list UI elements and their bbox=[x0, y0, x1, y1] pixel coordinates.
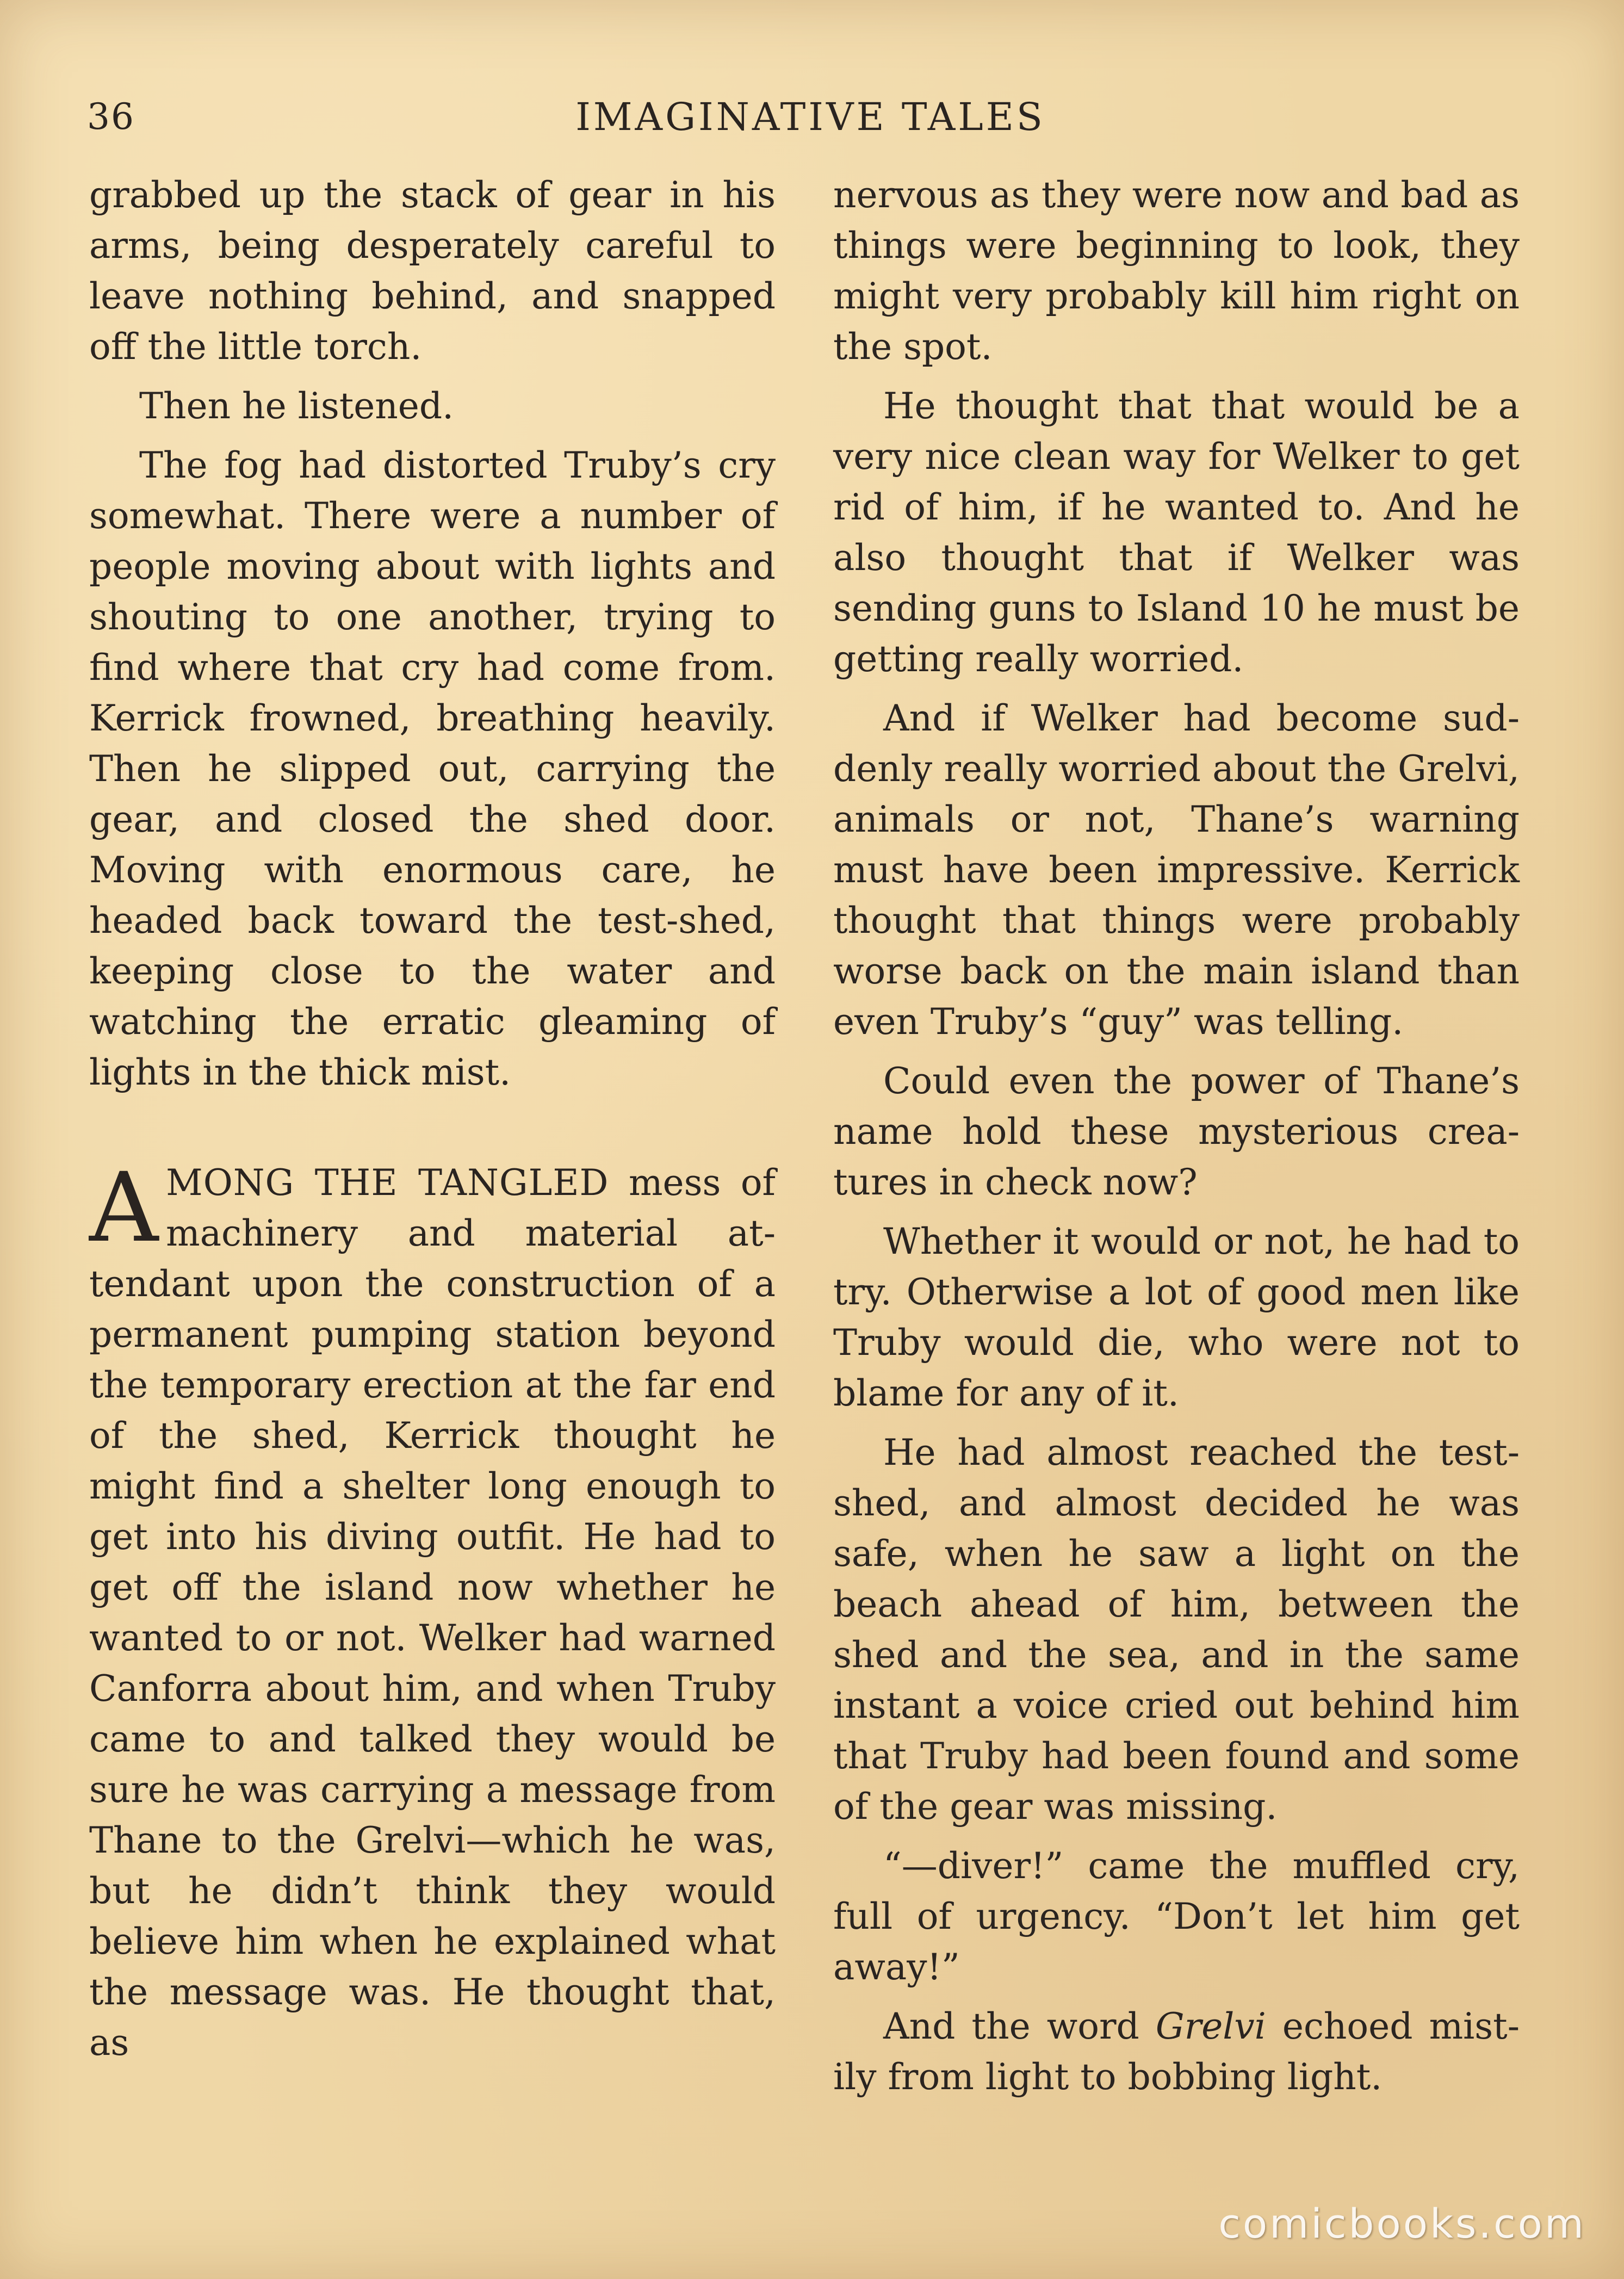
running-title: IMAGINATIVE TALES bbox=[575, 95, 1045, 139]
left-column bbox=[89, 170, 776, 2077]
paragraph: nervous as they were now and bad as things were beginning to look, they might very probably kill him right on the spot. bbox=[833, 174, 1520, 368]
italic-word: Grelvi bbox=[1155, 2005, 1266, 2047]
paragraph-text: echoed mistily from light to bobbing light. bbox=[833, 2005, 1520, 2098]
site-watermark: comicbooks.com bbox=[1218, 2201, 1586, 2247]
paragraph: grabbed up the stack of gear in his arms, being desperately careful to leave nothing behind, and snapped off the little torch. bbox=[89, 174, 776, 368]
paragraph: And if Welker had become suddenly really worried about the Grelvi, animals or not, Thane’s warning must have been impressive. Kerrick thought that things were probably worse back on the main island than even Truby’s “guy” was telling. bbox=[833, 697, 1520, 1043]
paragraph: He thought that that would be a very nice clean way for Welker to get rid of him, if he wanted to. And he also thought that if Welker was sending guns to Island 10 he must be getting really worried. bbox=[833, 385, 1520, 680]
drop-cap: A bbox=[89, 1152, 159, 1264]
paragraph-text: mess of machinery and material attendant upon the construction of a permanent pumping station beyond the temporary erection at the far end of the shed, Kerrick thought he might find a shelter long enough to get into his diving outfit. He had to get off the island now whether he wanted to or not. Welker had warned Canforra about him, and when Truby came to and talked they would be sure he was carrying a message from Thane to the Grelvi—which he was, but he didn’t think they would believe him when he explained what the message was. He thought that, as bbox=[89, 1162, 776, 2064]
right-column bbox=[833, 170, 1520, 2111]
paragraph: “—diver!” came the muffled cry, full of urgency. “Don’t let him get away!” bbox=[833, 1845, 1520, 1988]
paragraph bbox=[833, 2001, 1520, 2102]
paragraph: Then he listened. bbox=[139, 385, 454, 427]
paragraph: Whether it would or not, he had to try. Otherwise a lot of good men like Truby would die, who were not to blame for any of it. bbox=[833, 1221, 1520, 1414]
section-opening-paragraph bbox=[89, 1152, 776, 2068]
paragraph: The fog had distorted Truby’s cry somewhat. There were a number of people moving about with lights and shouting to one another, trying to find where that cry had come from. Kerrick frowned, breathing heavily. Then he slipped out, carrying the gear, and closed the shed door. Moving with enormous care, he headed back toward the test-shed, keeping close to the water and watching the erratic gleaming of lights in the thick mist. bbox=[89, 444, 776, 1093]
paragraph-text: And the word bbox=[883, 2005, 1156, 2047]
page-header bbox=[87, 87, 1534, 147]
page-number: 36 bbox=[87, 96, 135, 138]
paragraph: Could even the power of Thane’s name hold these mysterious creatures in check now? bbox=[833, 1060, 1520, 1203]
paragraph: He had almost reached the test-shed, and almost decided he was safe, when he saw a light on the beach ahead of him, between the shed and the sea, and in the same instant a voice cried out behind him that Truby had been found and some of the gear was missing. bbox=[833, 1432, 1520, 1828]
small-caps-lead-in: MONG THE TANGLED bbox=[166, 1162, 609, 1204]
